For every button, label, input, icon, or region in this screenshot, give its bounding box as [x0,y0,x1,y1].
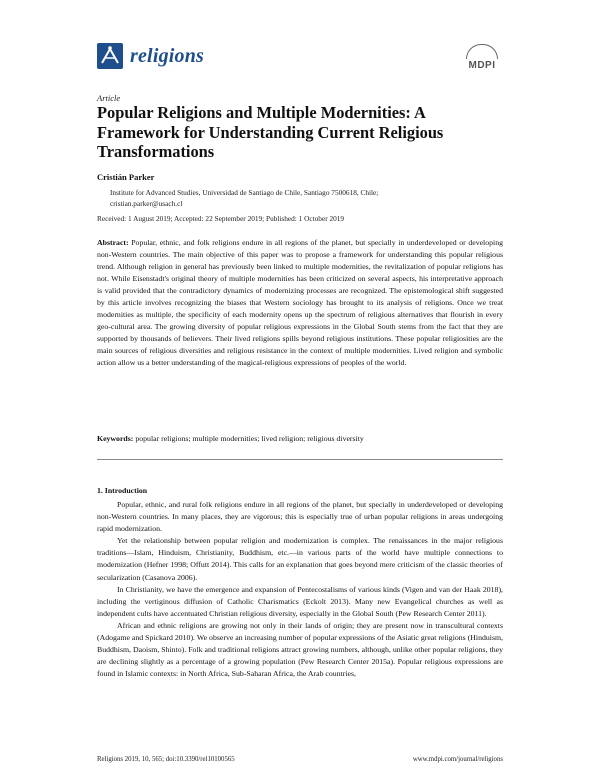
author-name: Cristián Parker [97,172,155,182]
paragraph: In Christianity, we have the emergence and expansion of Pentecostalisms of various kinds (Vigen and van der Haak 2018), including the vertiginous diffusion of Catholic Charismatics (Eckolt 2013). Many new Evangelical churches as well as independent cults have accentuated Christian religious diversity, especially in the Global South (Pew Research Center 2011). [97,584,503,618]
publisher-arc-icon [466,44,498,59]
publisher-name: MDPI [468,60,496,71]
footer-citation: Religions 2019, 10, 565; doi:10.3390/rel10100565 [97,756,235,763]
journal-logo[interactable] [97,43,204,69]
keywords-text: popular religions; multiple modernities; lived religion; religious diversity [135,434,364,443]
keywords [97,434,503,443]
footer-url[interactable]: www.mdpi.com/journal/religions [412,756,503,763]
section-heading: 1. Introduction [97,486,148,495]
paragraph: Popular, ethnic, and rural folk religions endure in all regions of the planet, but specially in underdeveloped or developing non-Western countries. In many places, they are vigorous; this is especially true of urban popular religions in areas undergoing rapid modernization. [97,500,503,534]
abstract [97,237,503,370]
section-body [97,499,503,680]
journal-name: religions [130,44,205,67]
article-title: Popular Religions and Multiple Modernities: A Framework for Understanding Current Religious Transformations [97,103,444,161]
keywords-label: Keywords: [97,434,134,443]
journal-emblem-icon [97,43,123,69]
affiliation [110,187,378,209]
affiliation-institution: Institute for Advanced Studies, Universidad de Santiago de Chile, Santiago 7500618, Chile; [110,188,379,197]
divider [97,459,503,460]
paragraph: African and ethnic religions are growing not only in their lands of origin; they are present now in transcultural contexts (Adogame and Spickard 2010). We observe an increasing number of popular expressions of the Asiatic great religions (Hinduism, Buddhism, Daoism, Shinto). Folk and traditional religions attract growing numbers, although, unlike other popular religions, they are declining slightly as a percentage of a growing population (Pew Research Center 2015a). Popular religious expressions are found in Islamic contexts: in North Africa, Sub-Saharan Africa, the Arab countries, [97,620,503,679]
abstract-label: Abstract: [97,238,129,247]
affiliation-email[interactable]: cristian.parker@usach.cl [110,199,183,208]
paragraph: Yet the relationship between popular religion and modernization is complex. The renaissances in the major religious traditions—Islam, Hinduism, Christianity, Buddhism, etc.—in various parts of the world have multiple connections to modernization (Hefner 1998; Offutt 2014). This calls for an explanation that goes beyond mere criticism of the classic theories of secularization (Casanova 2006). [97,536,503,582]
publisher-logo[interactable] [466,44,498,71]
abstract-text: Popular, ethnic, and folk religions endure in all regions of the planet, but specially in underdeveloped or developing non-Western countries. The main objective of this paper was to propose a framework for understanding this popular religious trend. Although religion in general has previously been linked to multiple modernities, the revitalization of popular religions has not. While Eisenstadt's original theory of multiple modernities has been criticized on several aspects, his interpretative approach is valid provided that the contradictory dynamics of modernizing processes are recognized. The epistemological shift suggested by this article involves recognizing the biases that Western sociology has brought to its analysis of religions. Once we treat modernities as multiple, the specificity of each modernity opens up the spectrum of religious alternatives that flourish in every geo-cultural area. The growing diversity of popular religious expressions in the Global South stems from the fact that they are supported by thousands of believers. Their lived religions spills beyond religious institutions. These popular religiosities are the main sources of religious diversities and religious resistance in the context of multiple modernities. Lived religion and symbolic action allow us a better understanding of the magical-religious expressions of peoples of the world. [97,238,503,368]
publication-dates: Received: 1 August 2019; Accepted: 22 September 2019; Published: 1 October 2019 [97,214,345,223]
article-type: Article [97,93,121,103]
